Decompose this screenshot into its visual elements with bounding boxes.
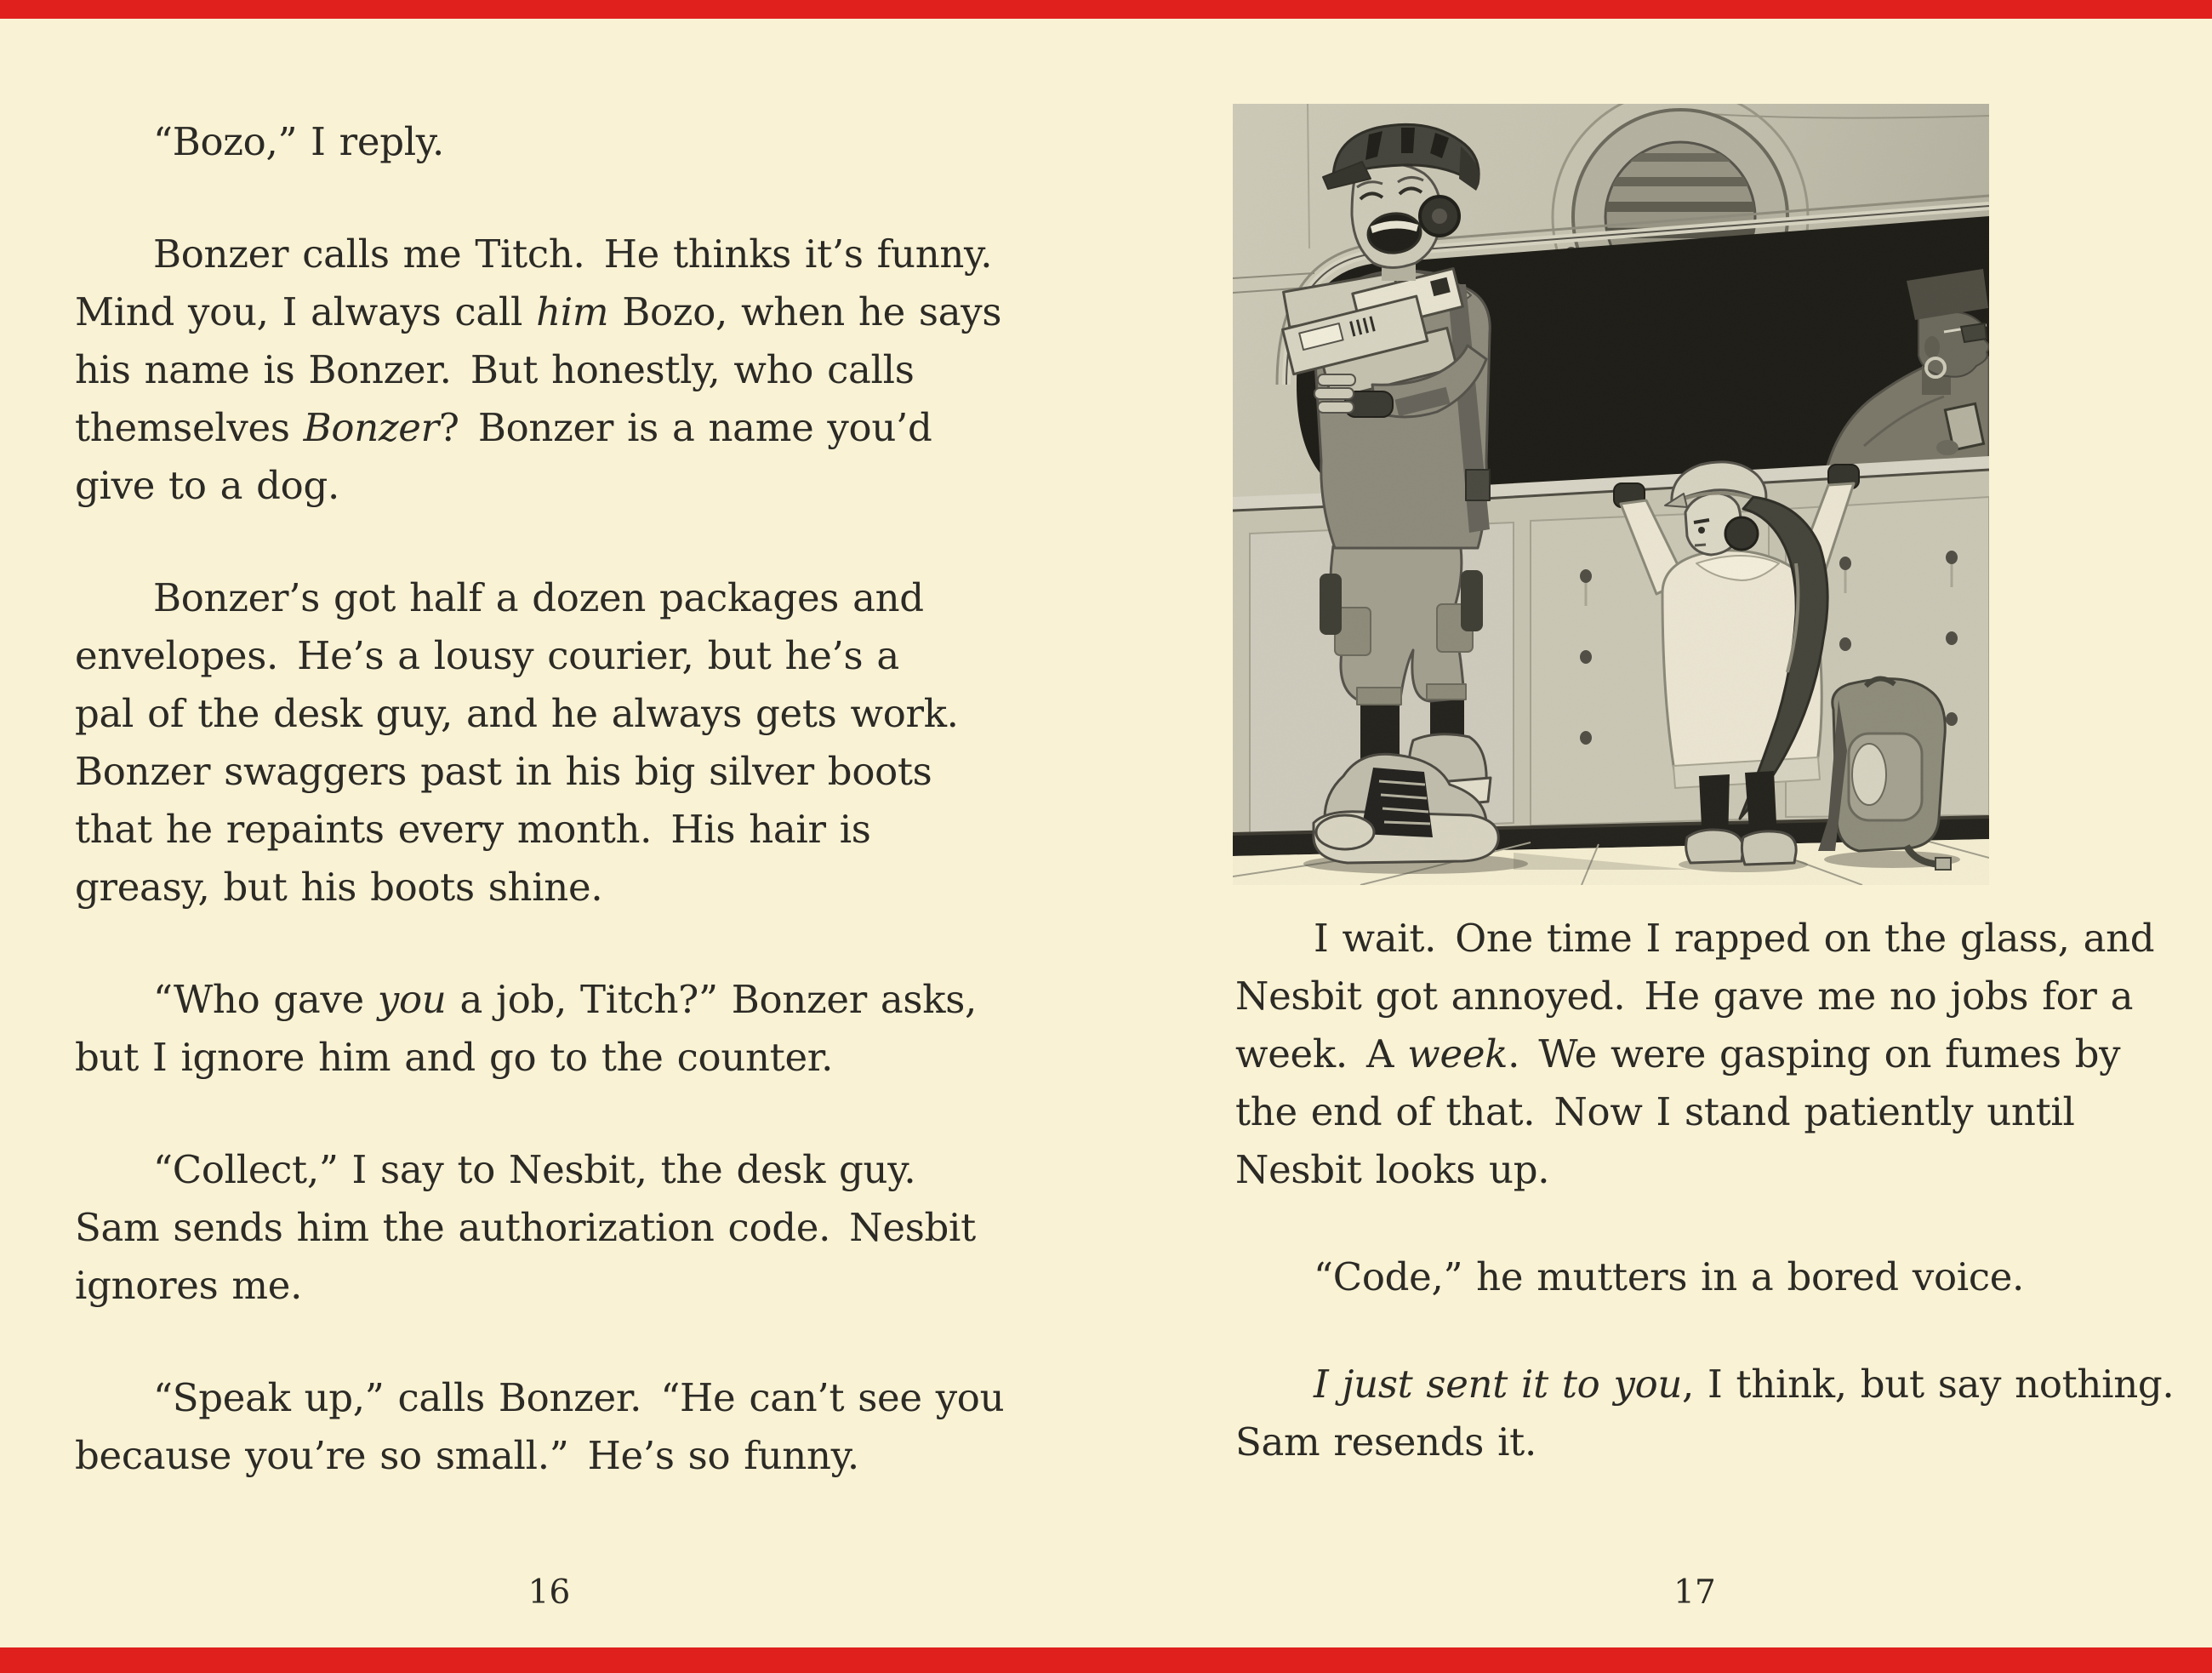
text-segment: but I ignore him and go to the counter. — [75, 1035, 834, 1080]
text-line — [75, 457, 1023, 515]
paragraph — [75, 113, 1023, 171]
text-line — [75, 627, 1023, 685]
text-segment: themselves — [75, 405, 304, 450]
paragraph — [75, 569, 1023, 916]
text-segment: that he repaints every month. His hair is — [75, 807, 871, 852]
text-line — [75, 971, 1023, 1029]
page-17-number: 17 — [1673, 1573, 1716, 1612]
text-line — [75, 1369, 1023, 1427]
text-segment: “Bozo,” I reply. — [153, 119, 444, 164]
text-line — [75, 1141, 1023, 1199]
text-segment: Mind you, I always call — [75, 289, 537, 334]
text-line — [75, 399, 1023, 457]
text-segment: greasy, but his boots shine. — [75, 865, 603, 910]
text-segment: Bonzer’s got half a dozen packages and — [153, 575, 924, 620]
text-segment: give to a dog. — [75, 463, 339, 508]
text-line — [75, 1257, 1023, 1315]
text-segment: , I think, but say nothing. — [1682, 1362, 2175, 1407]
text-line — [75, 341, 1023, 399]
text-line — [1235, 1248, 2154, 1306]
text-line — [75, 1199, 1023, 1257]
text-segment: Nesbit got annoyed. He gave me no jobs for a — [1235, 974, 2134, 1019]
text-segment: Nesbit looks up. — [1235, 1147, 1550, 1192]
text-segment: week. A — [1235, 1031, 1408, 1076]
text-segment: Bonzer calls me Titch. He thinks it’s funny. — [153, 231, 993, 277]
page-16-number: 16 — [527, 1573, 571, 1612]
paper-grain-overlay — [1233, 104, 1989, 885]
paragraph — [75, 1369, 1023, 1485]
text-segment: envelopes. He’s a lousy courier, but he’s a — [75, 633, 899, 678]
paragraph — [75, 1141, 1023, 1315]
italic-text-segment: Bonzer — [303, 405, 439, 450]
text-segment: “Speak up,” calls Bonzer. “He can’t see you — [153, 1375, 1005, 1420]
text-segment: pal of the desk guy, and he always gets work. — [75, 691, 959, 736]
italic-text-segment: week — [1407, 1031, 1508, 1076]
book-cover-edge-bottom — [0, 1647, 2212, 1673]
book-cover-edge-top — [0, 0, 2212, 19]
page-17-text — [1235, 910, 2175, 1521]
text-line — [75, 859, 1023, 916]
text-line — [1235, 968, 2154, 1025]
italic-text-segment: him — [536, 289, 609, 334]
story-illustration — [1233, 104, 1989, 885]
text-segment: Sam sends him the authorization code. Nesbit — [75, 1205, 976, 1250]
text-segment: Sam resends it. — [1235, 1419, 1536, 1465]
paragraph — [75, 226, 1023, 515]
text-line — [75, 226, 1023, 283]
text-line — [75, 685, 1023, 743]
text-segment: “Who gave — [153, 977, 378, 1022]
italic-text-segment: you — [377, 977, 447, 1022]
text-line — [1235, 1083, 2154, 1141]
text-line — [75, 1427, 1023, 1485]
text-line — [75, 283, 1023, 341]
text-segment: because you’re so small.” He’s so funny. — [75, 1433, 859, 1478]
text-line — [75, 801, 1023, 859]
page-17 — [1106, 0, 2212, 1673]
italic-text-segment: I just sent it to you — [1314, 1362, 1683, 1407]
text-segment: “Code,” he mutters in a bored voice. — [1314, 1254, 2025, 1299]
text-segment: a job, Titch?” Bonzer asks, — [446, 977, 977, 1022]
paragraph — [75, 971, 1023, 1087]
text-line — [1235, 910, 2154, 968]
text-segment: Bonzer swaggers past in his big silver boots — [75, 749, 932, 794]
page-16-text — [75, 113, 1023, 1539]
text-segment: ? Bonzer is a name you’d — [438, 405, 932, 450]
text-line — [75, 569, 1023, 627]
text-line — [75, 743, 1023, 801]
text-line — [1235, 1025, 2154, 1083]
text-line — [75, 113, 1023, 171]
paragraph — [1235, 1248, 2154, 1306]
text-line — [1235, 1413, 2154, 1471]
text-line — [1235, 1356, 2175, 1413]
text-segment: . We were gasping on fumes by — [1508, 1031, 2121, 1076]
text-segment: Bozo, when he says — [608, 289, 1002, 334]
text-line — [75, 1029, 1023, 1087]
illustration-svg — [1233, 104, 1989, 885]
text-segment: his name is Bonzer. But honestly, who calls — [75, 347, 915, 392]
paragraph — [1235, 910, 2154, 1199]
text-segment: ignores me. — [75, 1263, 303, 1308]
text-segment: the end of that. Now I stand patiently until — [1235, 1089, 2075, 1134]
text-line — [1235, 1141, 2154, 1199]
text-segment: I wait. One time I rapped on the glass, and — [1314, 916, 2155, 961]
paragraph — [1235, 1356, 2175, 1471]
text-segment: “Collect,” I say to Nesbit, the desk guy. — [153, 1147, 916, 1192]
